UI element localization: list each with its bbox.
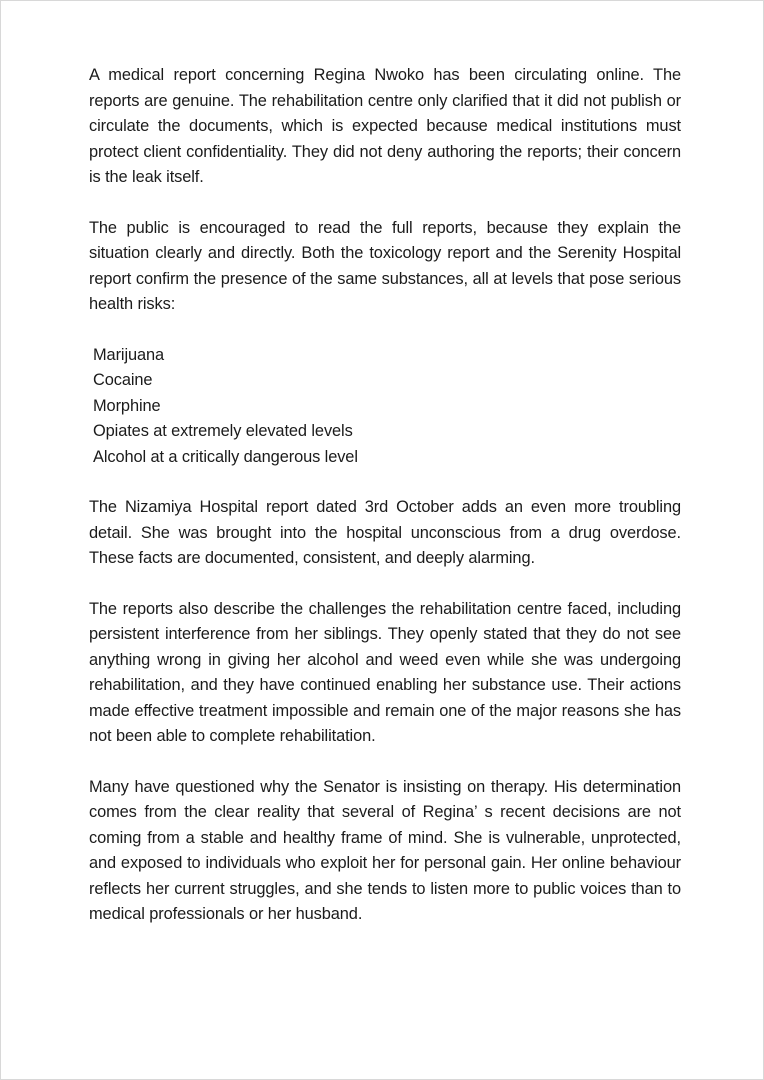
- list-item: Cocaine: [93, 371, 153, 389]
- paragraph-challenges: The reports also describe the challenges the rehabilitation centre faced, including persistent interference from her siblings. They openly stated that they do not see anything wrong in giving her alcohol and weed even while she was undergoing rehabilitation, and they have continued enabling her substance use. Their actions made effective treatment impossible and remain one of the major reasons she has not been able to complete rehabilitation.: [89, 599, 681, 745]
- paragraph-therapy: Many have questioned why the Senator is insisting on therapy. His determination comes from the clear reality that several of Regina’ s recent decisions are not coming from a stable and healthy frame of mind. She is vulnerable, unprotected, and exposed to individuals who exploit her for personal gain. Her online behaviour reflects her current struggles, and she tends to listen more to public voices than to medical professionals or her husband.: [89, 777, 681, 923]
- list-item: Alcohol at a critically dangerous level: [93, 447, 358, 466]
- document-body: [89, 63, 681, 928]
- list-item: Opiates at extremely elevated levels: [93, 422, 353, 440]
- paragraph-public-encouraged: The public is encouraged to read the full reports, because they explain the situation clearly and directly. Both the toxicology report and the Serenity Hospital report confirm the presence of the same substances, all at levels that pose serious health risks:: [89, 218, 681, 313]
- substance-list: [89, 343, 681, 471]
- list-item: Morphine: [93, 396, 161, 415]
- paragraph-nizamiya-report: The Nizamiya Hospital report dated 3rd October adds an even more troubling detail. She was brought into the hospital unconscious from a drug overdose. These facts are documented, consistent, and deeply alarming.: [89, 498, 681, 567]
- paragraph-intro: A medical report concerning Regina Nwoko has been circulating online. The reports are genuine. The rehabilitation centre only clarified that it did not publish or circulate the documents, which is expected because medical institutions must protect client confidentiality. They did not deny authoring the reports; their concern is the leak itself.: [89, 66, 681, 186]
- list-item: Marijuana: [93, 345, 165, 364]
